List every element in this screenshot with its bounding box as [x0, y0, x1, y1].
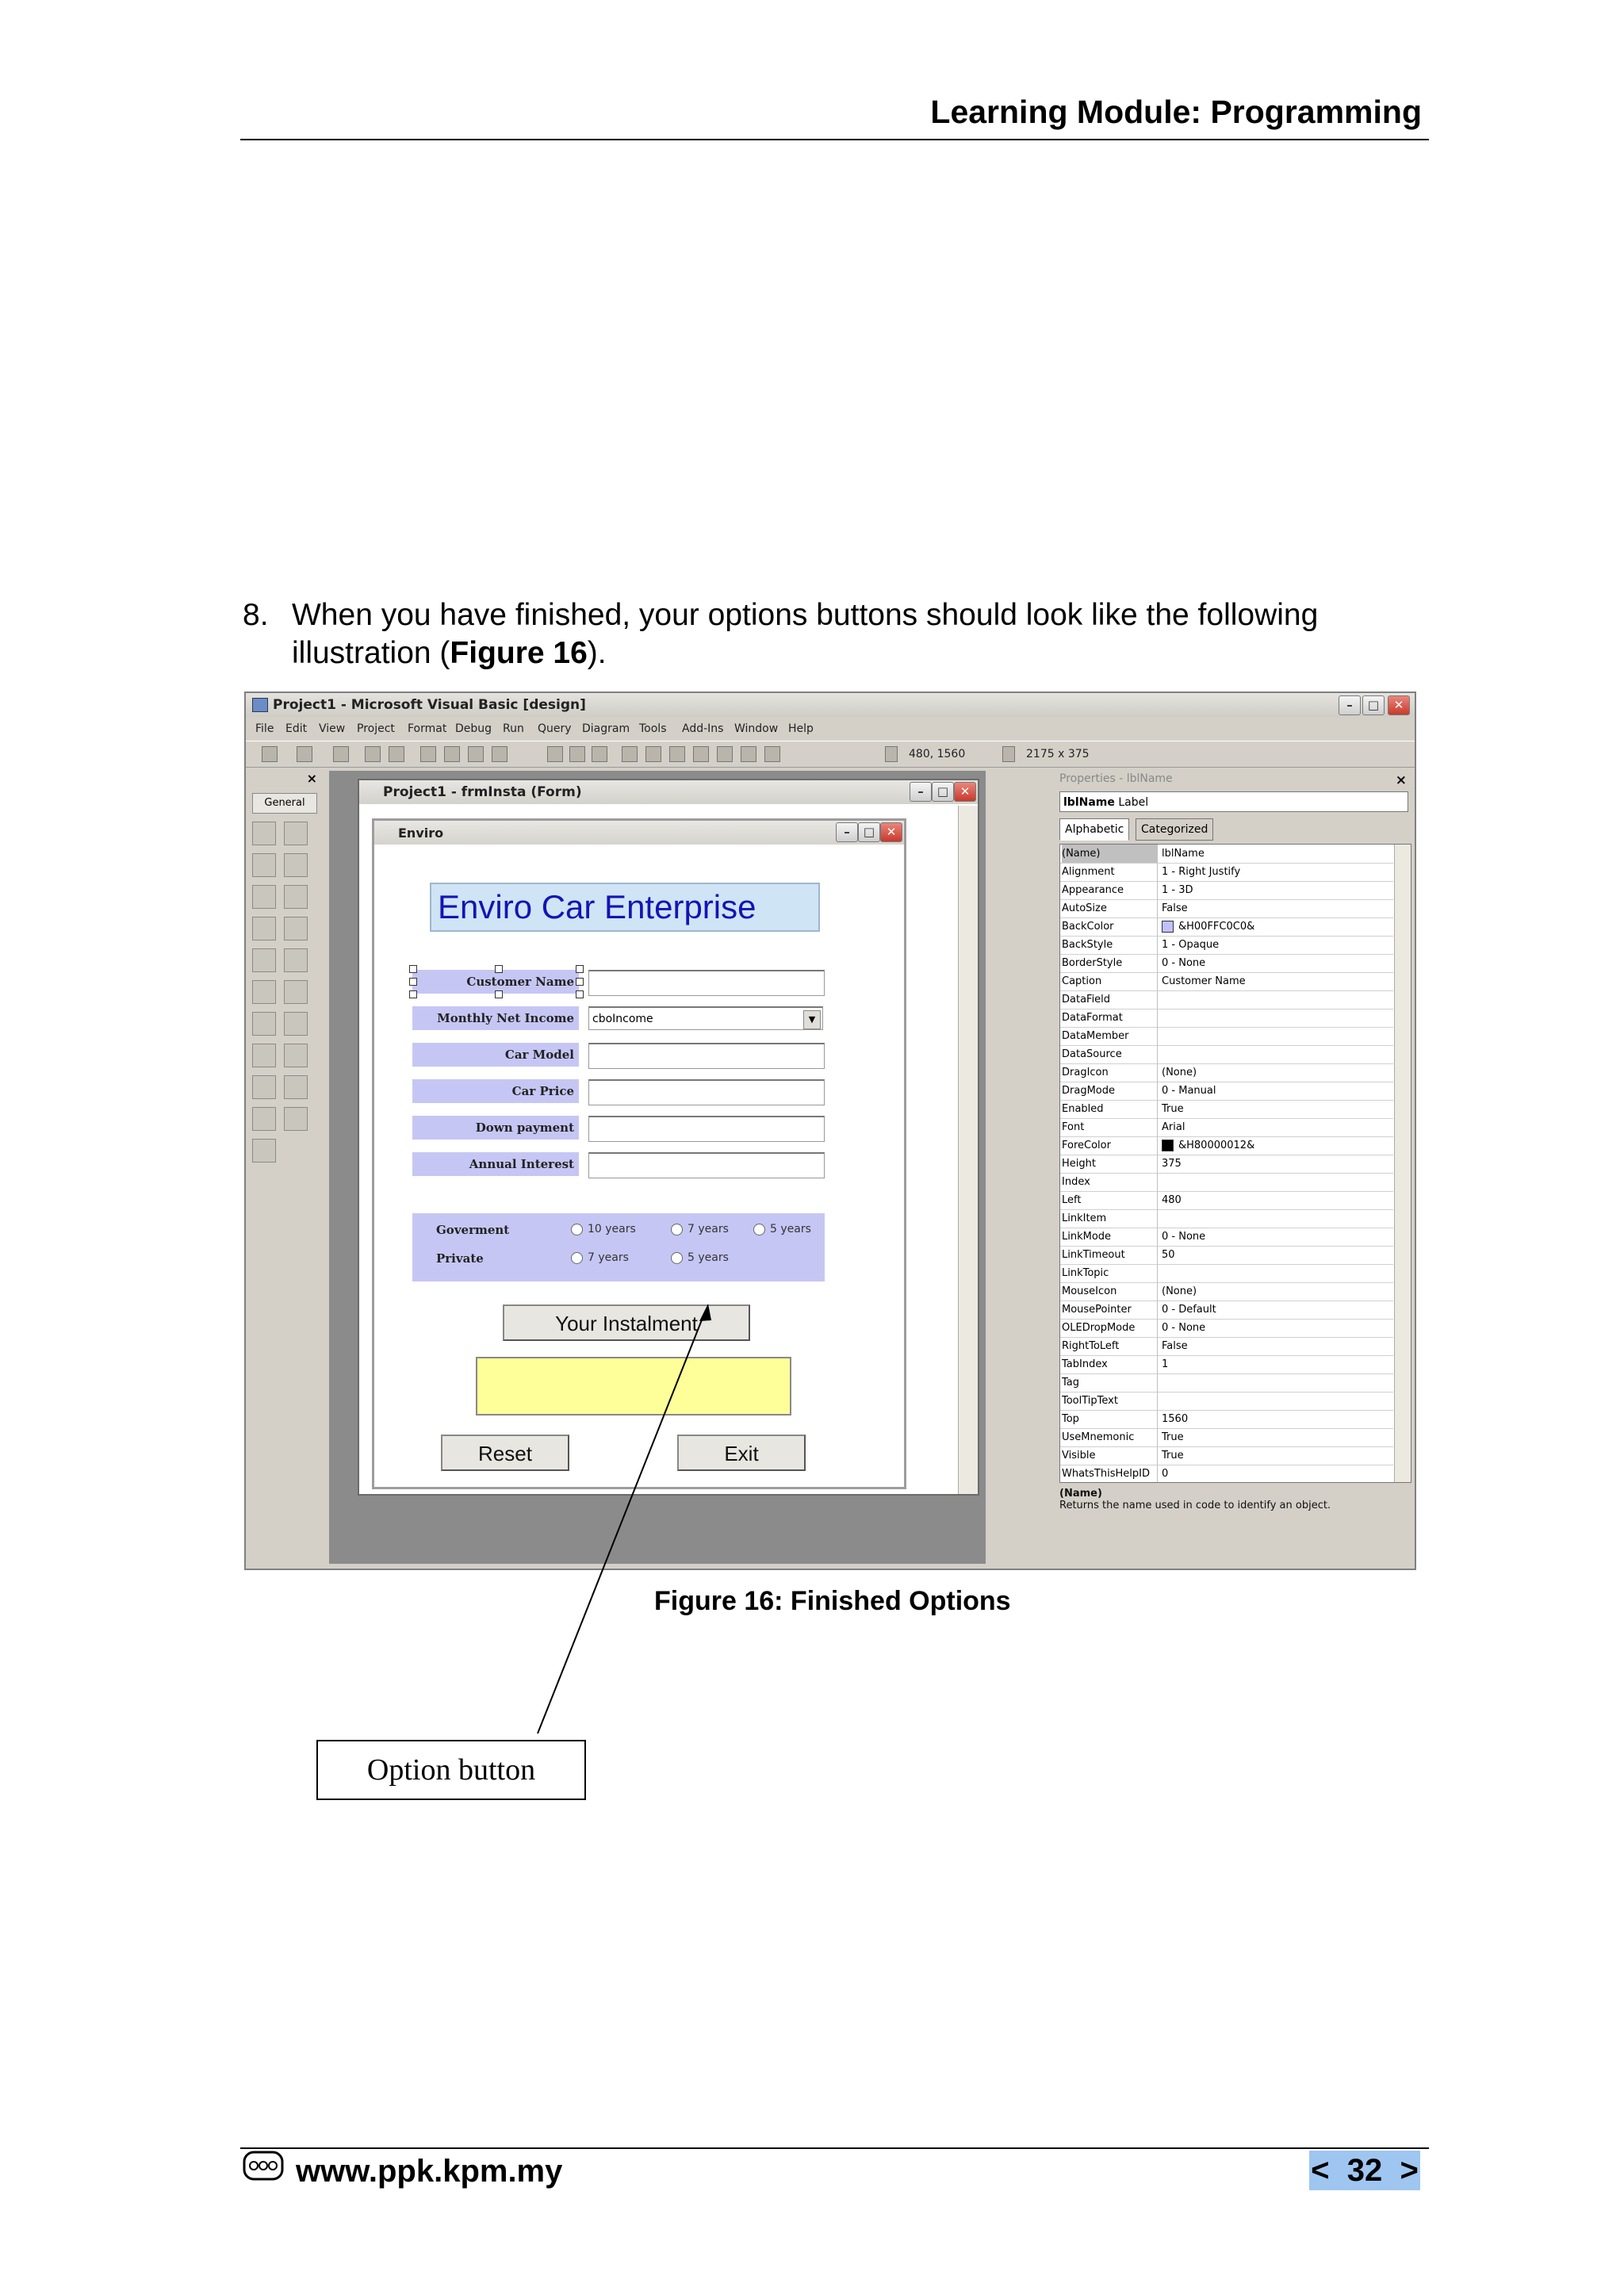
- property-value-text: True: [1162, 1450, 1184, 1461]
- menu-format[interactable]: Format: [408, 722, 447, 735]
- property-value-text: Arial: [1162, 1121, 1185, 1133]
- property-value-text: 0 - None: [1162, 1322, 1206, 1334]
- property-name: BackColor: [1062, 917, 1158, 936]
- property-name: RightToLeft: [1062, 1337, 1158, 1355]
- property-name: UseMnemonic: [1062, 1428, 1158, 1446]
- option-label: 7 years: [688, 1223, 729, 1235]
- income-combobox-text: cboIncome: [592, 1013, 653, 1025]
- maximize-icon[interactable]: □: [1362, 695, 1385, 715]
- property-value-text: 0 - None: [1162, 957, 1206, 969]
- position-readout: 480, 1560: [909, 748, 966, 760]
- property-name: MousePointer: [1062, 1301, 1158, 1319]
- property-value-text: 1 - 3D: [1162, 884, 1193, 896]
- enviro-heading-label: Enviro Car Enterprise: [430, 883, 820, 932]
- menu-run[interactable]: Run: [503, 722, 524, 735]
- option-label: 5 years: [770, 1223, 811, 1235]
- menu-project[interactable]: Project: [357, 722, 395, 735]
- car-price-label: Car Price: [412, 1079, 579, 1103]
- property-value-text: Customer Name: [1162, 975, 1246, 987]
- description-title: (Name): [1059, 1488, 1102, 1500]
- property-name: ForeColor: [1062, 1136, 1158, 1155]
- property-value-text: 50: [1162, 1249, 1175, 1261]
- step-text-after: ).: [587, 636, 607, 670]
- property-name: DragMode: [1062, 1082, 1158, 1100]
- menu-add-ins[interactable]: Add-Ins: [682, 722, 724, 735]
- toolbox-general-tab[interactable]: General: [252, 793, 317, 814]
- close-icon[interactable]: ✕: [1388, 695, 1410, 715]
- page-number: < 32 >: [1309, 2151, 1420, 2190]
- step-number: 8.: [243, 598, 269, 632]
- annual-interest-label: Annual Interest: [412, 1152, 579, 1176]
- property-name: Font: [1062, 1118, 1158, 1136]
- tab-alphabetic[interactable]: Alphabetic: [1059, 818, 1129, 841]
- option-label: 10 years: [588, 1223, 636, 1235]
- enviro-form-caption: Enviro: [398, 826, 444, 841]
- monthly-income-label: Monthly Net Income: [412, 1006, 579, 1030]
- form-maximize-icon[interactable]: □: [858, 822, 880, 842]
- property-value-text: &H00FFC0C0&: [1178, 921, 1255, 933]
- menu-file[interactable]: File: [255, 722, 274, 735]
- footer-website: www.ppk.kpm.my: [296, 2154, 563, 2189]
- property-name: LinkItem: [1062, 1209, 1158, 1228]
- minimize-icon[interactable]: –: [1339, 695, 1361, 715]
- property-name: MouseIcon: [1062, 1282, 1158, 1301]
- property-name: BackStyle: [1062, 936, 1158, 954]
- menu-help[interactable]: Help: [788, 722, 814, 735]
- project-form-title: Project1 - frmInsta (Form): [383, 784, 582, 800]
- property-name: Height: [1062, 1155, 1158, 1173]
- property-name: Left: [1062, 1191, 1158, 1209]
- property-name: DataMember: [1062, 1027, 1158, 1045]
- property-name: LinkTimeout: [1062, 1246, 1158, 1264]
- toolbox-close-icon[interactable]: ×: [306, 771, 317, 786]
- size-readout: 2175 x 375: [1026, 748, 1090, 760]
- option-label: 7 years: [588, 1251, 629, 1264]
- tab-categorized[interactable]: Categorized: [1136, 818, 1213, 841]
- figure-reference: Figure 16: [450, 636, 588, 670]
- property-value-text: &H80000012&: [1178, 1140, 1255, 1151]
- property-value-text: 0 - Default: [1162, 1304, 1216, 1316]
- property-value-text: 0: [1162, 1468, 1169, 1480]
- property-name: OLEDropMode: [1062, 1319, 1158, 1337]
- property-value-text: 0 - Manual: [1162, 1085, 1216, 1097]
- property-value-text: True: [1162, 1431, 1184, 1443]
- figure-caption: Figure 16: Finished Options: [654, 1586, 1011, 1616]
- property-name: Top: [1062, 1410, 1158, 1428]
- option-label: 5 years: [688, 1251, 729, 1264]
- property-value-text: 1560: [1162, 1413, 1189, 1425]
- property-value-text: 375: [1162, 1158, 1182, 1170]
- property-name: Appearance: [1062, 881, 1158, 899]
- property-name: DataField: [1062, 990, 1158, 1009]
- property-name: BorderStyle: [1062, 954, 1158, 972]
- property-value-text: lblName: [1162, 848, 1205, 860]
- property-value-text: 480: [1162, 1194, 1182, 1206]
- form-minimize-icon[interactable]: –: [836, 822, 858, 842]
- menu-tools[interactable]: Tools: [639, 722, 667, 735]
- project-close-icon[interactable]: ✕: [954, 782, 976, 802]
- menu-window[interactable]: Window: [734, 722, 779, 735]
- description-text: Returns the name used in code to identify an object.: [1059, 1500, 1331, 1511]
- project-minimize-icon[interactable]: –: [910, 782, 932, 802]
- properties-title: Properties - lblName: [1059, 772, 1173, 785]
- property-name: (Name): [1062, 845, 1158, 863]
- ppk-logo-icon: [243, 2149, 284, 2182]
- property-name: Visible: [1062, 1446, 1158, 1465]
- property-value-text: False: [1162, 1340, 1188, 1352]
- property-value-text: (None): [1162, 1285, 1197, 1297]
- exit-button[interactable]: Exit: [677, 1435, 806, 1471]
- page-header-title: Learning Module: Programming: [930, 94, 1422, 130]
- property-name: LinkMode: [1062, 1228, 1158, 1246]
- property-value-text: (None): [1162, 1067, 1197, 1078]
- project-maximize-icon[interactable]: □: [932, 782, 954, 802]
- properties-close-icon[interactable]: ×: [1395, 772, 1407, 788]
- property-name: Alignment: [1062, 863, 1158, 881]
- menu-query[interactable]: Query: [538, 722, 572, 735]
- object-name: lblName: [1063, 796, 1115, 809]
- property-name: Tag: [1062, 1373, 1158, 1392]
- object-type: Label: [1118, 796, 1149, 809]
- ide-window-title: Project1 - Microsoft Visual Basic [design]: [273, 697, 586, 713]
- your-instalment-button[interactable]: Your Instalment: [503, 1304, 750, 1341]
- property-value-text: 1 - Right Justify: [1162, 866, 1241, 878]
- property-name: WhatsThisHelpID: [1062, 1465, 1158, 1483]
- menu-view[interactable]: View: [319, 722, 346, 735]
- property-value-text: True: [1162, 1103, 1184, 1115]
- property-name: AutoSize: [1062, 899, 1158, 917]
- reset-button[interactable]: Reset: [441, 1435, 569, 1471]
- property-name: LinkTopic: [1062, 1264, 1158, 1282]
- form-close-icon[interactable]: ✕: [880, 822, 902, 842]
- property-name: DataSource: [1062, 1045, 1158, 1063]
- property-value-text: 1 - Opaque: [1162, 939, 1220, 951]
- customer-name-label[interactable]: Customer Name: [412, 970, 579, 994]
- property-value-text: False: [1162, 902, 1188, 914]
- property-name: Index: [1062, 1173, 1158, 1191]
- chevron-down-icon[interactable]: ▼: [803, 1010, 821, 1029]
- property-name: DragIcon: [1062, 1063, 1158, 1082]
- property-name: DataFormat: [1062, 1009, 1158, 1027]
- menu-edit[interactable]: Edit: [285, 722, 308, 735]
- callout-label: Option button: [316, 1740, 586, 1800]
- footer-rule: [240, 2147, 1429, 2149]
- property-value-text: 0 - None: [1162, 1231, 1206, 1243]
- step-text-before: When you have finished, your options buttons should look like the following illustration (: [292, 598, 1319, 670]
- menu-debug[interactable]: Debug: [455, 722, 492, 735]
- callout-line: [538, 1314, 704, 1733]
- car-model-label: Car Model: [412, 1043, 579, 1067]
- property-name: Caption: [1062, 972, 1158, 990]
- property-name: Enabled: [1062, 1100, 1158, 1118]
- property-name: TabIndex: [1062, 1355, 1158, 1373]
- menu-diagram[interactable]: Diagram: [582, 722, 630, 735]
- property-name: ToolTipText: [1062, 1392, 1158, 1410]
- government-label: Goverment: [436, 1223, 510, 1237]
- arrowhead-icon: [699, 1304, 711, 1321]
- property-value-text: 1: [1162, 1358, 1169, 1370]
- private-label: Private: [436, 1251, 484, 1266]
- down-payment-label: Down payment: [412, 1116, 579, 1140]
